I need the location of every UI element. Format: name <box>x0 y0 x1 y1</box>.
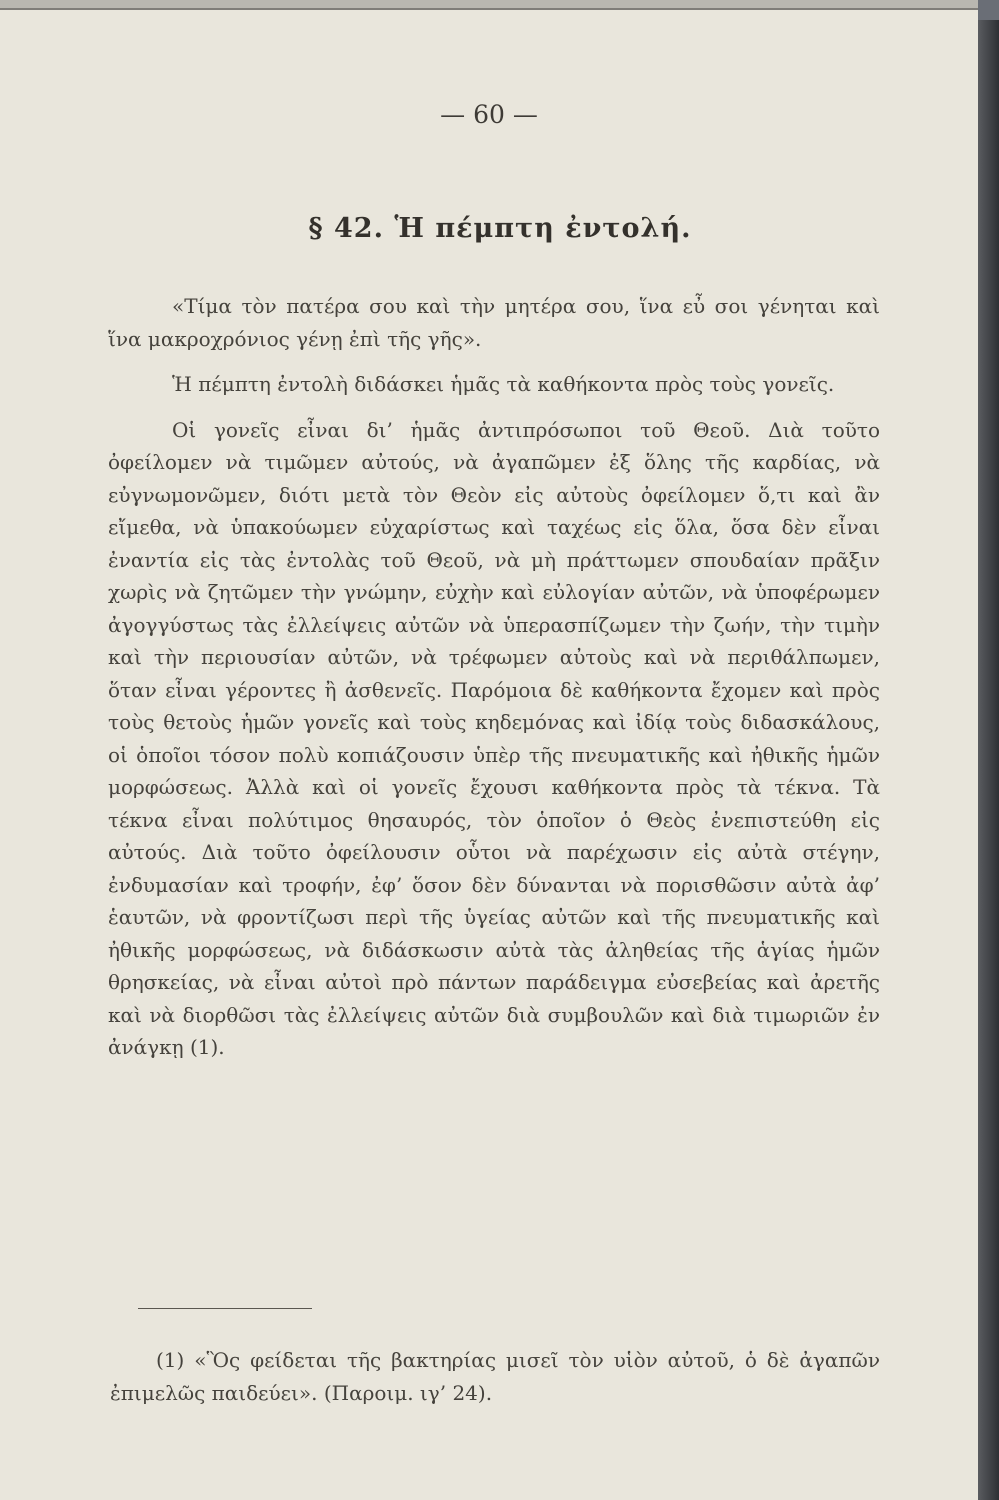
paragraph-quote: «Τίμα τὸν πατέρα σου καὶ τὴν μητέρα σου, ἵνα εὖ σοι γένηται καὶ ἵνα μακροχρόνιος γένῃ ἐπὶ τῆς γῆς». <box>108 294 880 351</box>
footnote-text: (1) «Ὃς φείδεται τῆς βακτηρίας μισεῖ τὸν υἱὸν αὐτοῦ, ὁ δὲ ἀγαπῶν ἐπιμελῶς παιδεύει». (Παροιμ. ιγ’ 24). <box>110 1348 880 1405</box>
page-number: — 60 — <box>440 100 538 129</box>
paragraph-main: Οἱ γονεῖς εἶναι δι’ ἡμᾶς ἀντιπρόσωποι τοῦ Θεοῦ. Διὰ τοῦτο ὀφείλομεν νὰ τιμῶμεν αὐτούς, νὰ ἀγαπῶμεν ἐξ ὅλης τῆς καρδίας, νὰ εὐγνωμονῶμεν, διότι μετὰ τὸν Θεὸν εἰς αὐτοὺς ὀφείλομεν ὅ,τι καὶ ἂν εἴμεθα, νὰ ὑπακούωμεν εὐχαρίστως καὶ ταχέως εἰς ὅλα, ὅσα δὲν εἶναι ἐναντία εἰς τὰς ἐντολὰς τοῦ Θεοῦ, νὰ μὴ πράττωμεν σπουδαίαν πρᾶξιν χωρὶς νὰ ζητῶμεν τὴν γνώμην, εὐχὴν καὶ εὐλογίαν αὐτῶν, νὰ ὑποφέρωμεν ἀγογγύστως τὰς ἐλλείψεις αὐτῶν νὰ ὑπερασπίζωμεν τὴν ζωήν, τὴν τιμὴν καὶ τὴν περιουσίαν αὐτῶν, νὰ τρέφωμεν αὐτοὺς καὶ νὰ περιθάλπωμεν, ὅταν εἶναι γέροντες ἢ ἀσθενεῖς. Παρόμοια δὲ καθήκοντα ἔχομεν καὶ πρὸς τοὺς θετοὺς ἡμῶν γονεῖς καὶ τοὺς κηδεμόνας καὶ ἰδίᾳ τοὺς διδασκάλους, οἱ ὁποῖοι τόσον πολὺ κοπιάζουσιν ὑπὲρ τῆς πνευματικῆς καὶ ἠθικῆς ἡμῶν μορφώσεως. Ἀλλὰ καὶ οἱ γονεῖς ἔχουσι καθήκοντα πρὸς τὰ τέκνα. Τὰ τέκνα εἶναι πολύτιμος θησαυρός, τὸν ὁποῖον ὁ Θεὸς ἐνεπιστεύθη εἰς αὐτούς. Διὰ τοῦτο ὀφείλουσιν οὗτοι νὰ παρέχωσιν εἰς αὐτὰ στέγην, ἐνδυμασίαν καὶ τροφήν, ἐφ’ ὅσον δὲν δύνανται νὰ πορισθῶσιν αὐτὰ ἀφ’ ἑαυτῶν, νὰ φροντίζωσι περὶ τῆς ὑγείας αὐτῶν καὶ τῆς πνευματικῆς καὶ ἠθικῆς μορφώσεως, νὰ διδάσκωσιν αὐτὰ τὰς ἀληθείας τῆς ἁγίας ἡμῶν θρησκείας, νὰ εἶναι αὐτοὶ πρὸ πάντων παράδειγμα εὐσεβείας καὶ ἀρετῆς καὶ νὰ διορθῶσι τὰς ἐλλείψεις αὐτῶν διὰ συμβουλῶν καὶ διὰ τιμωριῶν ἐν ἀνάγκῃ (1). <box>108 417 880 1059</box>
footnote-divider <box>138 1308 312 1309</box>
top-border <box>0 0 978 10</box>
body-text <box>108 290 880 1064</box>
book-edge-top <box>978 0 999 20</box>
footnote <box>110 1344 880 1410</box>
section-heading: § 42. Ἡ πέμπτη ἐντολή. <box>308 213 692 244</box>
paragraph-intro: Ἡ πέμπτη ἐντολὴ διδάσκει ἡμᾶς τὰ καθήκοντα πρὸς τοὺς γονεῖς. <box>172 372 835 396</box>
book-edge <box>978 0 999 1500</box>
